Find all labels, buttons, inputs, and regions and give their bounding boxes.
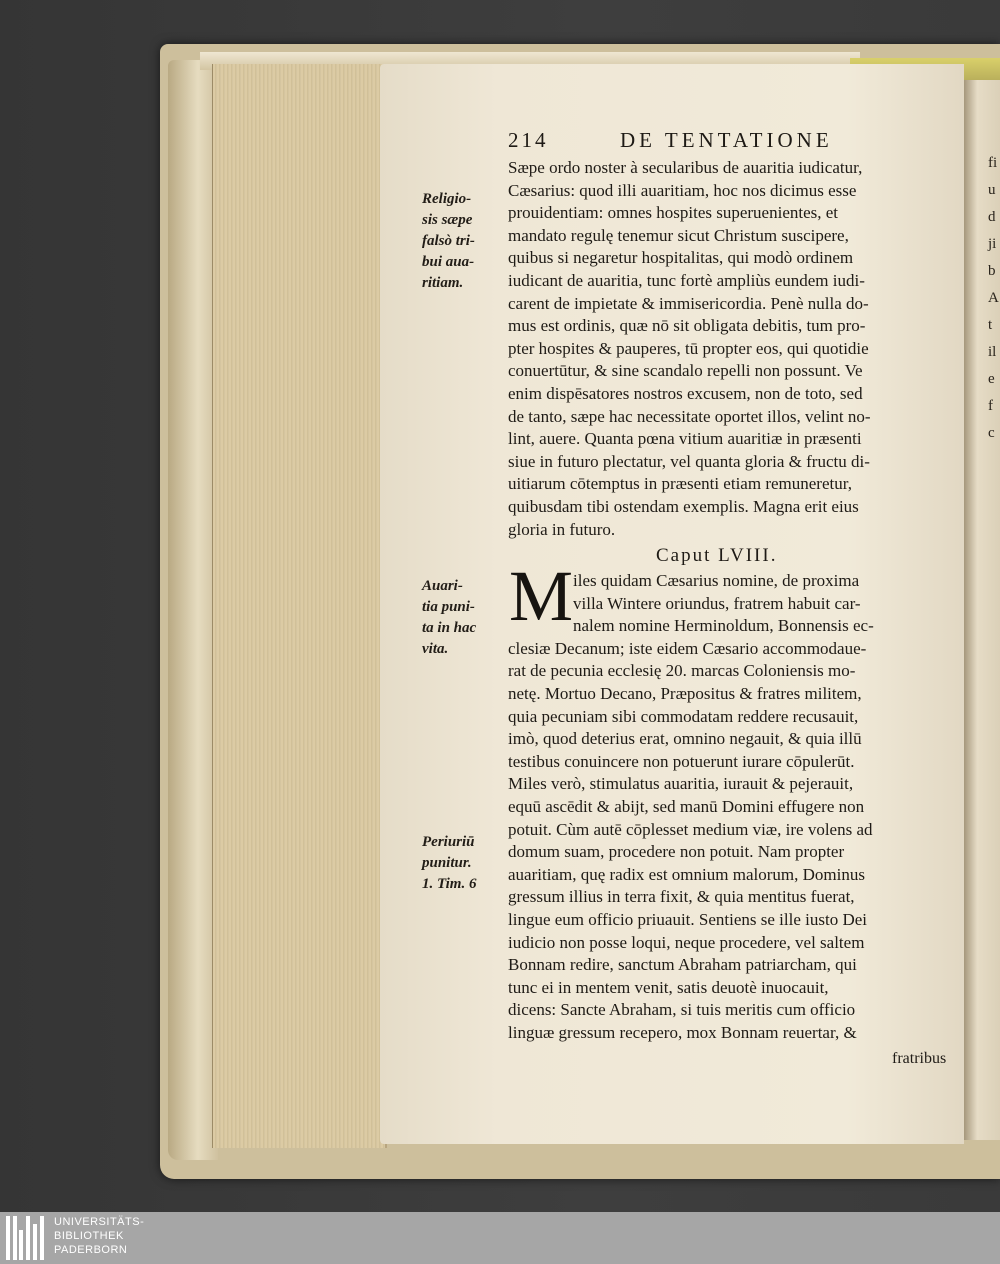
body-paragraph <box>508 157 958 541</box>
text-line: de tanto, sæpe hac necessitate oportet illos, velint no- <box>508 406 871 426</box>
margin-note <box>422 189 504 294</box>
text-line: equū ascēdit & abijt, sed manū Domini effugere non <box>508 796 865 816</box>
text-line: pter hospites & pauperes, tū propter eos, qui quotidie <box>508 338 869 358</box>
footer-bar <box>0 1212 1000 1264</box>
margin-note <box>422 576 504 660</box>
running-head <box>508 128 958 156</box>
text-line: Cæsarius: quod illi auaritiam, hoc nos dicimus esse <box>508 180 857 200</box>
text-line: auaritiam, quę radix est omnium malorum, Dominus <box>508 864 865 884</box>
text-line: siue in futuro plectatur, vel quanta gloria & fructu di- <box>508 451 870 471</box>
text-line: villa Wintere oriundus, fratrem habuit car- <box>573 593 861 613</box>
cover-spine-edge <box>168 60 218 1160</box>
chapter-heading: Caput LVIII. <box>656 545 778 566</box>
margin-note <box>422 832 504 895</box>
text-line: netę. Mortuo Decano, Præpositus & fratres militem, <box>508 683 862 703</box>
text-line: rat de pecunia ecclesię 20. marcas Coloniensis mo- <box>508 661 856 681</box>
text-line: lint, auere. Quanta pœna vitium auaritiæ in præsenti <box>508 429 862 449</box>
text-line: dicens: Sancte Abraham, si tuis meritis cum officio <box>508 1000 856 1020</box>
text-line: nalem nomine Herminoldum, Bonnensis ec- <box>573 616 874 636</box>
text-line: mus est ordinis, quæ nō sit obligata debitis, tum pro- <box>508 316 866 336</box>
text-line: Sæpe ordo noster à secularibus de auaritia iudicatur, <box>508 158 863 177</box>
margin-note-text: Periuriū punitur. 1. Tim. 6 <box>422 834 477 892</box>
running-title: DE TENTATIONE <box>620 128 833 152</box>
library-name-line: BIBLIOTHEK <box>54 1230 124 1242</box>
library-name-line: UNIVERSITÄTS- <box>54 1216 145 1228</box>
library-logo-icon <box>6 1216 48 1260</box>
text-line: lingue eum officio priuauit. Sentiens se ille iusto Dei <box>508 909 867 929</box>
library-name <box>54 1215 144 1257</box>
text-line: quibusdam tibi ostendam exemplis. Magna erit eius <box>508 496 859 516</box>
text-line: testibus conuincere non potuerunt iurare cōpulerūt. <box>508 751 855 771</box>
margin-note-text: Religio- sis sæpe falsò tri- bui aua- ritiam. <box>422 191 475 291</box>
page-stack-edge <box>212 64 387 1148</box>
text-line: iudicant de auaritia, tunc fortè ampliùs eundem iudi- <box>508 270 865 290</box>
text-line: imò, quod deterius erat, omnino negauit, & quia illū <box>508 729 862 749</box>
facing-page-fragment: fi u d ji b A t il e f c <box>988 155 999 441</box>
text-line: clesiæ Decanum; iste eidem Cæsario accommodaue- <box>508 638 867 658</box>
text-line: gressum illius in terra fixit, & quia mentitus fuerat, <box>508 887 855 907</box>
text-line: enim dispēsatores nostros excusem, non de toto, sed <box>508 383 863 403</box>
chapter-paragraph <box>508 570 958 1044</box>
text-line: quibus si negaretur hospitalitas, qui modò ordinem <box>508 248 854 268</box>
text-line: linguæ gressum recepero, mox Bonnam reuertar, & <box>508 1022 857 1042</box>
text-line: prouidentiam: omnes hospites superuenientes, et <box>508 203 839 223</box>
text-line: carent de impietate & immisericordia. Penè nulla do- <box>508 293 869 313</box>
text-line: domum suam, procedere non potuit. Nam propter <box>508 842 845 862</box>
page-number: 214 <box>508 128 549 152</box>
text-line: mandato regulę tenemur sicut Christum suscipere, <box>508 225 849 245</box>
text-line: tunc ei in mentem venit, satis deuotè inuocauit, <box>508 977 829 997</box>
drop-capital: M <box>509 556 574 636</box>
text-line: potuit. Cùm autē cōplesset medium viæ, ire volens ad <box>508 819 873 839</box>
text-line: uitiarum cōtemptus in præsenti etiam remuneretur, <box>508 474 852 494</box>
catchword: fratribus <box>892 1050 947 1067</box>
text-line: conuertūtur, & sine scandalo repelli non possunt. Ve <box>508 361 863 381</box>
text-line: gloria in futuro. <box>508 519 616 539</box>
text-line: iles quidam Cæsarius nomine, de proxima <box>573 571 860 590</box>
margin-note-text: Auari- tia puni- ta in hac vita. <box>422 578 477 657</box>
text-line: quia pecuniam sibi commodatam reddere recusauit, <box>508 706 859 726</box>
text-line: Bonnam redire, sanctum Abraham patriarcham, qui <box>508 955 857 975</box>
text-line: iudicio non posse loqui, neque procedere, vel saltem <box>508 932 865 952</box>
text-line: Miles verò, stimulatus auaritia, iurauit & pejerauit, <box>508 774 854 794</box>
library-name-line: PADERBORN <box>54 1244 128 1256</box>
